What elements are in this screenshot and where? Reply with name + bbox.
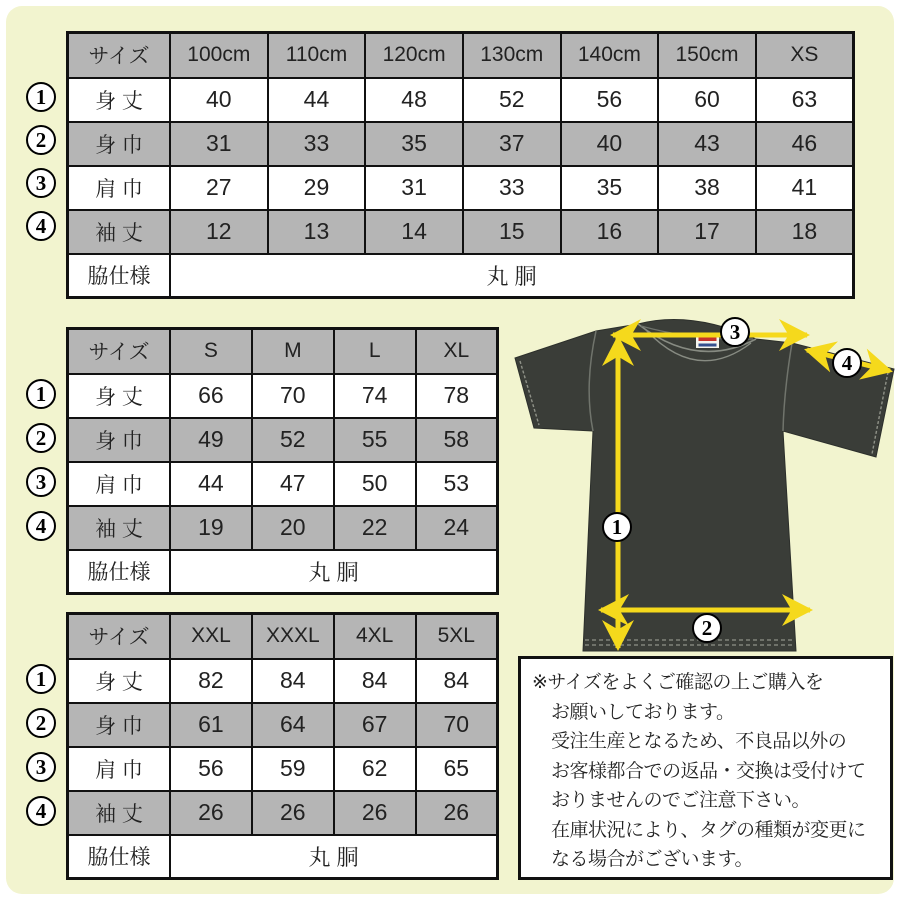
cell: 50 bbox=[334, 462, 416, 506]
cell: 52 bbox=[463, 78, 561, 122]
side-spec-value: 丸 胴 bbox=[170, 835, 498, 879]
marker-1: 1 bbox=[26, 82, 56, 112]
marker-2: 2 bbox=[26, 125, 56, 155]
marker-1: 1 bbox=[26, 379, 56, 409]
cell: 66 bbox=[170, 374, 252, 418]
cell: 46 bbox=[756, 122, 854, 166]
marker-4: 4 bbox=[26, 796, 56, 826]
cell: 44 bbox=[170, 462, 252, 506]
cell: 53 bbox=[416, 462, 498, 506]
purchase-notice-box bbox=[518, 656, 893, 880]
row-label-body-length: 身 丈 bbox=[68, 374, 171, 418]
cell: 14 bbox=[365, 210, 463, 254]
col-header: M bbox=[252, 329, 334, 374]
notice-line: おりませんのでご注意下さい。 bbox=[551, 790, 811, 811]
cell: 27 bbox=[170, 166, 268, 210]
cell: 37 bbox=[463, 122, 561, 166]
cell: 40 bbox=[170, 78, 268, 122]
size-header-cell: サイズ bbox=[68, 614, 171, 659]
cell: 47 bbox=[252, 462, 334, 506]
cell: 22 bbox=[334, 506, 416, 550]
marker-3: 3 bbox=[26, 168, 56, 198]
cell: 56 bbox=[561, 78, 659, 122]
size-table-plus bbox=[66, 612, 499, 880]
notice-line: ※サイズをよくご確認の上ご購入を bbox=[532, 672, 824, 693]
cell: 40 bbox=[561, 122, 659, 166]
row-label-body-length: 身 丈 bbox=[68, 78, 171, 122]
cell: 33 bbox=[268, 122, 366, 166]
cell: 49 bbox=[170, 418, 252, 462]
cell: 18 bbox=[756, 210, 854, 254]
row-label-shoulder-width: 肩 巾 bbox=[68, 462, 171, 506]
size-table-adult bbox=[66, 327, 499, 595]
cell: 56 bbox=[170, 747, 252, 791]
cell: 70 bbox=[252, 374, 334, 418]
cell: 16 bbox=[561, 210, 659, 254]
notice-line: お願いしております。 bbox=[551, 701, 735, 723]
cell: 74 bbox=[334, 374, 416, 418]
notice-line: なる場合がございます。 bbox=[551, 849, 753, 870]
cell: 58 bbox=[416, 418, 498, 462]
col-header: 150cm bbox=[658, 33, 756, 78]
cell: 31 bbox=[170, 122, 268, 166]
cell: 59 bbox=[252, 747, 334, 791]
side-spec-value: 丸 胴 bbox=[170, 550, 498, 594]
size-table-kids bbox=[66, 31, 855, 299]
cell: 15 bbox=[463, 210, 561, 254]
cell: 52 bbox=[252, 418, 334, 462]
col-header: 120cm bbox=[365, 33, 463, 78]
row-label-body-width: 身 巾 bbox=[68, 418, 171, 462]
row-label-side-spec: 脇仕様 bbox=[68, 550, 171, 594]
row-label-side-spec: 脇仕様 bbox=[68, 254, 171, 298]
col-header: 5XL bbox=[416, 614, 498, 659]
row-label-sleeve-length: 袖 丈 bbox=[68, 791, 171, 835]
col-header: XXXL bbox=[252, 614, 334, 659]
cell: 20 bbox=[252, 506, 334, 550]
row-label-body-length: 身 丈 bbox=[68, 659, 171, 703]
cell: 84 bbox=[252, 659, 334, 703]
cell: 13 bbox=[268, 210, 366, 254]
cell: 17 bbox=[658, 210, 756, 254]
cell: 64 bbox=[252, 703, 334, 747]
marker-1: 1 bbox=[26, 664, 56, 694]
cell: 35 bbox=[365, 122, 463, 166]
cell: 78 bbox=[416, 374, 498, 418]
cell: 63 bbox=[756, 78, 854, 122]
cell: 62 bbox=[334, 747, 416, 791]
cell: 43 bbox=[658, 122, 756, 166]
size-header-cell: サイズ bbox=[68, 329, 171, 374]
row-label-side-spec: 脇仕様 bbox=[68, 835, 171, 879]
col-header: 110cm bbox=[268, 33, 366, 78]
row-label-sleeve-length: 袖 丈 bbox=[68, 506, 171, 550]
cell: 38 bbox=[658, 166, 756, 210]
row-label-sleeve-length: 袖 丈 bbox=[68, 210, 171, 254]
cell: 19 bbox=[170, 506, 252, 550]
marker-2: 2 bbox=[692, 613, 722, 643]
cell: 44 bbox=[268, 78, 366, 122]
marker-4: 4 bbox=[832, 348, 862, 378]
col-header: XS bbox=[756, 33, 854, 78]
row-label-body-width: 身 巾 bbox=[68, 122, 171, 166]
notice-line: 在庫状況により、タグの種類が変更に bbox=[551, 819, 866, 841]
col-header: 140cm bbox=[561, 33, 659, 78]
cell: 67 bbox=[334, 703, 416, 747]
cell: 24 bbox=[416, 506, 498, 550]
cell: 26 bbox=[252, 791, 334, 835]
row-label-shoulder-width: 肩 巾 bbox=[68, 166, 171, 210]
col-header: L bbox=[334, 329, 416, 374]
cell: 82 bbox=[170, 659, 252, 703]
cell: 84 bbox=[334, 659, 416, 703]
marker-1: 1 bbox=[602, 512, 632, 542]
cell: 60 bbox=[658, 78, 756, 122]
col-header: 100cm bbox=[170, 33, 268, 78]
marker-4: 4 bbox=[26, 211, 56, 241]
marker-4: 4 bbox=[26, 511, 56, 541]
marker-3: 3 bbox=[26, 467, 56, 497]
row-label-body-width: 身 巾 bbox=[68, 703, 171, 747]
cell: 12 bbox=[170, 210, 268, 254]
cell: 48 bbox=[365, 78, 463, 122]
cell: 35 bbox=[561, 166, 659, 210]
marker-2: 2 bbox=[26, 423, 56, 453]
cell: 26 bbox=[416, 791, 498, 835]
cell: 31 bbox=[365, 166, 463, 210]
cell: 26 bbox=[170, 791, 252, 835]
side-spec-value: 丸 胴 bbox=[170, 254, 854, 298]
cell: 29 bbox=[268, 166, 366, 210]
col-header: 130cm bbox=[463, 33, 561, 78]
marker-2: 2 bbox=[26, 708, 56, 738]
col-header: S bbox=[170, 329, 252, 374]
cell: 41 bbox=[756, 166, 854, 210]
size-header-cell: サイズ bbox=[68, 33, 171, 78]
marker-3: 3 bbox=[720, 317, 750, 347]
cell: 61 bbox=[170, 703, 252, 747]
col-header: XL bbox=[416, 329, 498, 374]
cell: 26 bbox=[334, 791, 416, 835]
cell: 70 bbox=[416, 703, 498, 747]
notice-line: 受注生産となるため、不良品以外の bbox=[551, 731, 847, 752]
notice-line: お客様都合での返品・交換は受付けて bbox=[551, 760, 866, 782]
col-header: 4XL bbox=[334, 614, 416, 659]
cell: 65 bbox=[416, 747, 498, 791]
col-header: XXL bbox=[170, 614, 252, 659]
cell: 33 bbox=[463, 166, 561, 210]
marker-3: 3 bbox=[26, 752, 56, 782]
cell: 84 bbox=[416, 659, 498, 703]
cell: 55 bbox=[334, 418, 416, 462]
row-label-shoulder-width: 肩 巾 bbox=[68, 747, 171, 791]
